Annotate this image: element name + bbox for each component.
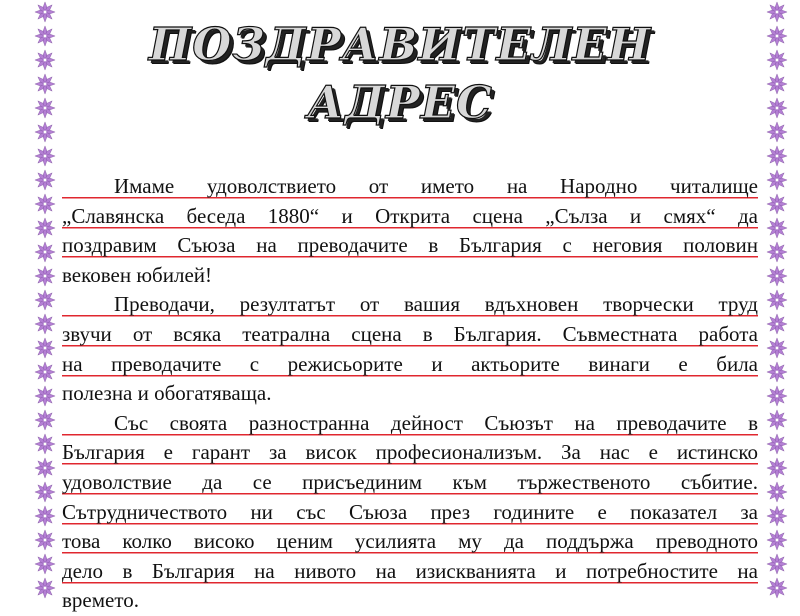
text-line: полезна и обогатяваща. — [62, 381, 272, 406]
text-line: Преводачи, резултатът от вашия вдъхновен творчески труд — [62, 290, 758, 320]
star-icon — [34, 288, 56, 312]
star-icon — [766, 528, 788, 552]
star-icon — [766, 480, 788, 504]
text-line: вековен юбилей! — [62, 262, 212, 287]
text-line: времето. — [62, 588, 139, 613]
text-line: Имаме удоволствието от името на Народно читалище — [62, 172, 758, 202]
text-line: „Славянска беседа 1880“ и Открита сцена „Сълза и смях“ да — [62, 202, 758, 232]
star-icon — [766, 576, 788, 600]
text-line: звучи от всяка театрална сцена в България. Съвместната работа — [62, 320, 758, 350]
star-icon — [766, 408, 788, 432]
star-icon — [766, 552, 788, 576]
star-icon — [766, 504, 788, 528]
star-icon — [34, 336, 56, 360]
star-icon — [34, 360, 56, 384]
star-icon — [34, 504, 56, 528]
paragraph-3 — [62, 409, 758, 616]
star-icon — [34, 216, 56, 240]
star-icon — [766, 144, 788, 168]
star-icon — [766, 456, 788, 480]
star-icon — [766, 192, 788, 216]
star-icon — [34, 528, 56, 552]
star-icon — [34, 552, 56, 576]
paragraph-2 — [62, 290, 758, 408]
text-line: Сътрудничеството ни със Съюза през годините е показател за — [62, 498, 758, 528]
text-line: България е гарант за висок професионализъм. За нас е истинско — [62, 438, 758, 468]
star-icon — [34, 240, 56, 264]
text-line: дело в България на нивото на изискванията и потребностите на — [62, 557, 758, 587]
star-icon — [34, 576, 56, 600]
star-icon — [766, 336, 788, 360]
text-line: това колко високо ценим усилията му да поддържа преводното — [62, 527, 758, 557]
star-icon — [766, 360, 788, 384]
star-icon — [766, 264, 788, 288]
star-icon — [34, 408, 56, 432]
star-icon — [34, 312, 56, 336]
text-line: поздравим Съюза на преводачите в България с неговия половин — [62, 231, 758, 261]
star-icon — [34, 144, 56, 168]
text-line: удоволствие да се присъединим към тържественото събитие. — [62, 468, 758, 498]
star-icon — [34, 432, 56, 456]
star-icon — [34, 192, 56, 216]
title-line-2: АДРЕС — [307, 76, 493, 129]
star-icon — [766, 312, 788, 336]
star-icon — [766, 432, 788, 456]
star-icon — [766, 240, 788, 264]
text-line: Със своята разностранна дейност Съюзът на преводачите в — [62, 409, 758, 439]
star-icon — [34, 480, 56, 504]
star-icon — [34, 384, 56, 408]
star-icon — [766, 384, 788, 408]
star-icon — [34, 456, 56, 480]
star-icon — [766, 216, 788, 240]
star-icon — [766, 168, 788, 192]
star-icon — [34, 264, 56, 288]
star-icon — [766, 288, 788, 312]
paragraph-1 — [62, 172, 758, 290]
text-line: на преводачите с режисьорите и актьорите винаги е била — [62, 350, 758, 380]
star-icon — [34, 168, 56, 192]
letter-body — [62, 172, 758, 616]
title-line-1: ПОЗДРАВИТЕЛЕН — [148, 18, 652, 71]
